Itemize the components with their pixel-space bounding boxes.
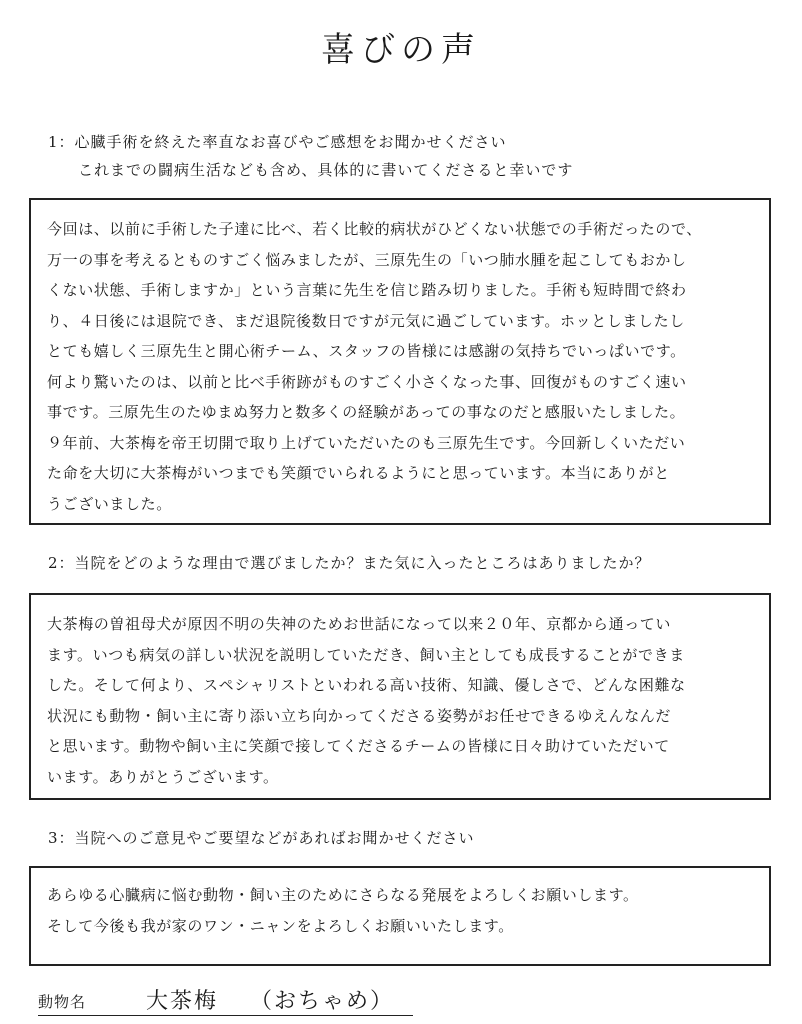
answer-3-line: あらゆる心臓病に悩む動物・飼い主のためにさらなる発展をよろしくお願いします。 — [47, 886, 639, 904]
answer-2-line: した。そして何より、スペシャリストといわれる高い技術、知識、優しさで、どんな困難な — [47, 676, 686, 694]
question-1 — [48, 128, 573, 184]
pet-name-field — [38, 985, 413, 1016]
answer-1-line: た命を大切に大茶梅がいつまでも笑顔でいられるようにと思っています。本当にありがと — [47, 464, 670, 482]
answer-3-line: そして今後も我が家のワン・ニャンをよろしくお願いいたします。 — [47, 916, 514, 935]
answer-2-line: います。ありがとうございます。 — [47, 767, 279, 786]
pet-name-label: 動物名 — [38, 993, 87, 1011]
answer-1-line: うございました。 — [47, 494, 172, 513]
answer-1-line: とても嬉しく三原先生と開心術チーム、スタッフの皆様には感謝の気持ちでいっぱいです。 — [47, 342, 686, 360]
answer-1-line: 今回は、以前に手術した子達に比べ、若く比較的病状がひどくない状態での手術だったので、 — [47, 220, 702, 238]
question-2 — [48, 549, 651, 577]
question-1-line-1: 1：心臓手術を終えた率直なお喜びやご感想をお聞かせください — [48, 133, 507, 151]
answer-2-line: 大茶梅の曽祖母犬が原因不明の失神のためお世話になって以来２０年、京都から通ってい — [47, 615, 672, 633]
pet-name-value: 大茶梅 — [146, 989, 219, 1014]
page-title: 喜びの声 — [321, 30, 481, 70]
answer-1-line: 万一の事を考えるとものすごく悩みましたが、三原先生の「いつ肺水腫を起こしてもおかし — [47, 250, 687, 269]
answer-2-line: 状況にも動物・飼い主に寄り添い立ち向かってくださる姿勢がお任せできるゆえんなんだ — [47, 706, 672, 725]
question-2-line-1: 2：当院をどのような理由で選びましたか？また気に入ったところはありましたか？ — [48, 554, 651, 572]
question-3-line-1: 3：当院へのご意見やご要望などがあればお聞かせください — [48, 829, 475, 847]
answer-2-line: と思います。動物や飼い主に笑顔で接してくださるチームの皆様に日々助けていただいて — [47, 737, 670, 755]
answer-1-line: 事です。三原先生のたゆまぬ努力と数多くの経験があっての事なのだと感服いたしました。 — [47, 403, 686, 421]
answer-box-3 — [29, 866, 771, 966]
question-3 — [48, 824, 475, 852]
answer-1-line: くない状態、手術しますか」という言葉に先生を信じ踏み切りました。手術も短時間で終わ — [47, 281, 687, 299]
answer-box-2 — [29, 593, 771, 800]
answer-2-line: ます。いつも病気の詳しい状況を説明していただき、飼い主としても成長することができま — [47, 645, 685, 664]
question-1-line-2: これまでの闘病生活なども含め、具体的に書いてくださると幸いです — [78, 161, 574, 179]
answer-1-line: ９年前、大茶梅を帝王切開で取り上げていただいたのも三原先生です。今回新しくいただい — [47, 433, 686, 452]
pet-name-reading: （おちゃめ） — [250, 989, 395, 1014]
answer-1-line: 何より驚いたのは、以前と比べ手術跡がものすごく小さくなった事、回復がものすごく速い — [47, 372, 687, 391]
answer-1-line: り、４日後には退院でき、まだ退院後数日ですが元気に過ごしています。ホッとしましたし — [47, 311, 685, 330]
answer-box-1 — [29, 198, 771, 525]
